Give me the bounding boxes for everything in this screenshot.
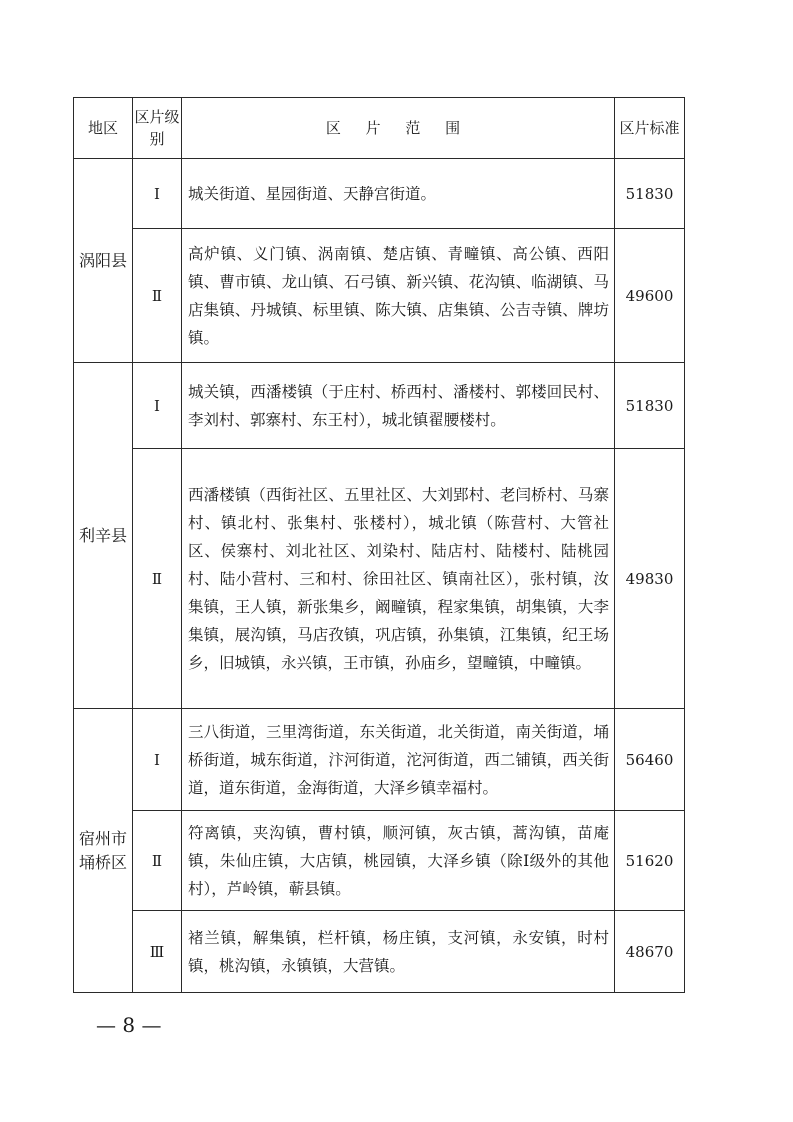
range-cell: 褚兰镇，解集镇，栏杆镇，杨庄镇，支河镇，永安镇，时村镇，桃沟镇，永镇镇，大营镇。	[182, 911, 615, 993]
table-row	[74, 159, 685, 229]
table-row	[74, 811, 685, 911]
table-row	[74, 911, 685, 993]
standard-cell: 51620	[615, 811, 685, 911]
range-cell: 西潘楼镇（西街社区、五里社区、大刘郢村、老闫桥村、马寨村、镇北村、张集村、张楼村），城北镇（陈营村、大管社区、侯寨村、刘北社区、刘染村、陆店村、陆楼村、陆桃园村、陆小营村、三和村、徐田社区、镇南社区），张村镇，汝集镇，王人镇，新张集乡，阚疃镇，程家集镇，胡集镇，大李集镇，展沟镇，马店孜镇，巩店镇，孙集镇，江集镇，纪王场乡，旧城镇，永兴镇，王市镇，孙庙乡，望疃镇，中疃镇。	[182, 449, 615, 709]
table-row	[74, 449, 685, 709]
area-cell: 利辛县	[74, 363, 133, 709]
header-area: 地区	[74, 98, 133, 159]
grade-cell: Ⅲ	[133, 911, 182, 993]
grade-cell: Ⅱ	[133, 811, 182, 911]
standard-cell: 51830	[615, 159, 685, 229]
standard-cell: 51830	[615, 363, 685, 449]
range-cell: 符离镇，夹沟镇，曹村镇，顺河镇，灰古镇，蒿沟镇，苗庵镇，朱仙庄镇，大店镇，桃园镇，大泽乡镇（除Ⅰ级外的其他村），芦岭镇，蕲县镇。	[182, 811, 615, 911]
page-number: — 8 —	[96, 1013, 162, 1037]
standard-cell: 56460	[615, 709, 685, 811]
range-cell: 高炉镇、义门镇、涡南镇、楚店镇、青疃镇、高公镇、西阳镇、曹市镇、龙山镇、石弓镇、新兴镇、花沟镇、临湖镇、马店集镇、丹城镇、标里镇、陈大镇、店集镇、公吉寺镇、牌坊镇。	[182, 229, 615, 363]
range-cell: 三八街道，三里湾街道，东关街道，北关街道，南关街道，埇桥街道，城东街道，汴河街道，沱河街道，西二铺镇，西关街道，道东街道，金海街道，大泽乡镇幸福村。	[182, 709, 615, 811]
standard-cell: 48670	[615, 911, 685, 993]
header-standard: 区片标准	[615, 98, 685, 159]
table-row	[74, 709, 685, 811]
grade-cell: Ⅱ	[133, 449, 182, 709]
land-price-table	[73, 97, 685, 993]
table-row	[74, 363, 685, 449]
grade-cell: Ⅱ	[133, 229, 182, 363]
area-cell: 宿州市埇桥区	[74, 709, 133, 993]
header-grade: 区片级别	[133, 98, 182, 159]
grade-cell: Ⅰ	[133, 709, 182, 811]
grade-cell: Ⅰ	[133, 363, 182, 449]
range-cell: 城关街道、星园街道、天静宫街道。	[182, 159, 615, 229]
table-header-row	[74, 98, 685, 159]
range-cell: 城关镇，西潘楼镇（于庄村、桥西村、潘楼村、郭楼回民村、李刘村、郭寨村、东王村），城北镇翟腰楼村。	[182, 363, 615, 449]
standard-cell: 49600	[615, 229, 685, 363]
grade-cell: Ⅰ	[133, 159, 182, 229]
header-range: 区 片 范 围	[182, 98, 615, 159]
table-row	[74, 229, 685, 363]
area-cell: 涡阳县	[74, 159, 133, 363]
standard-cell: 49830	[615, 449, 685, 709]
